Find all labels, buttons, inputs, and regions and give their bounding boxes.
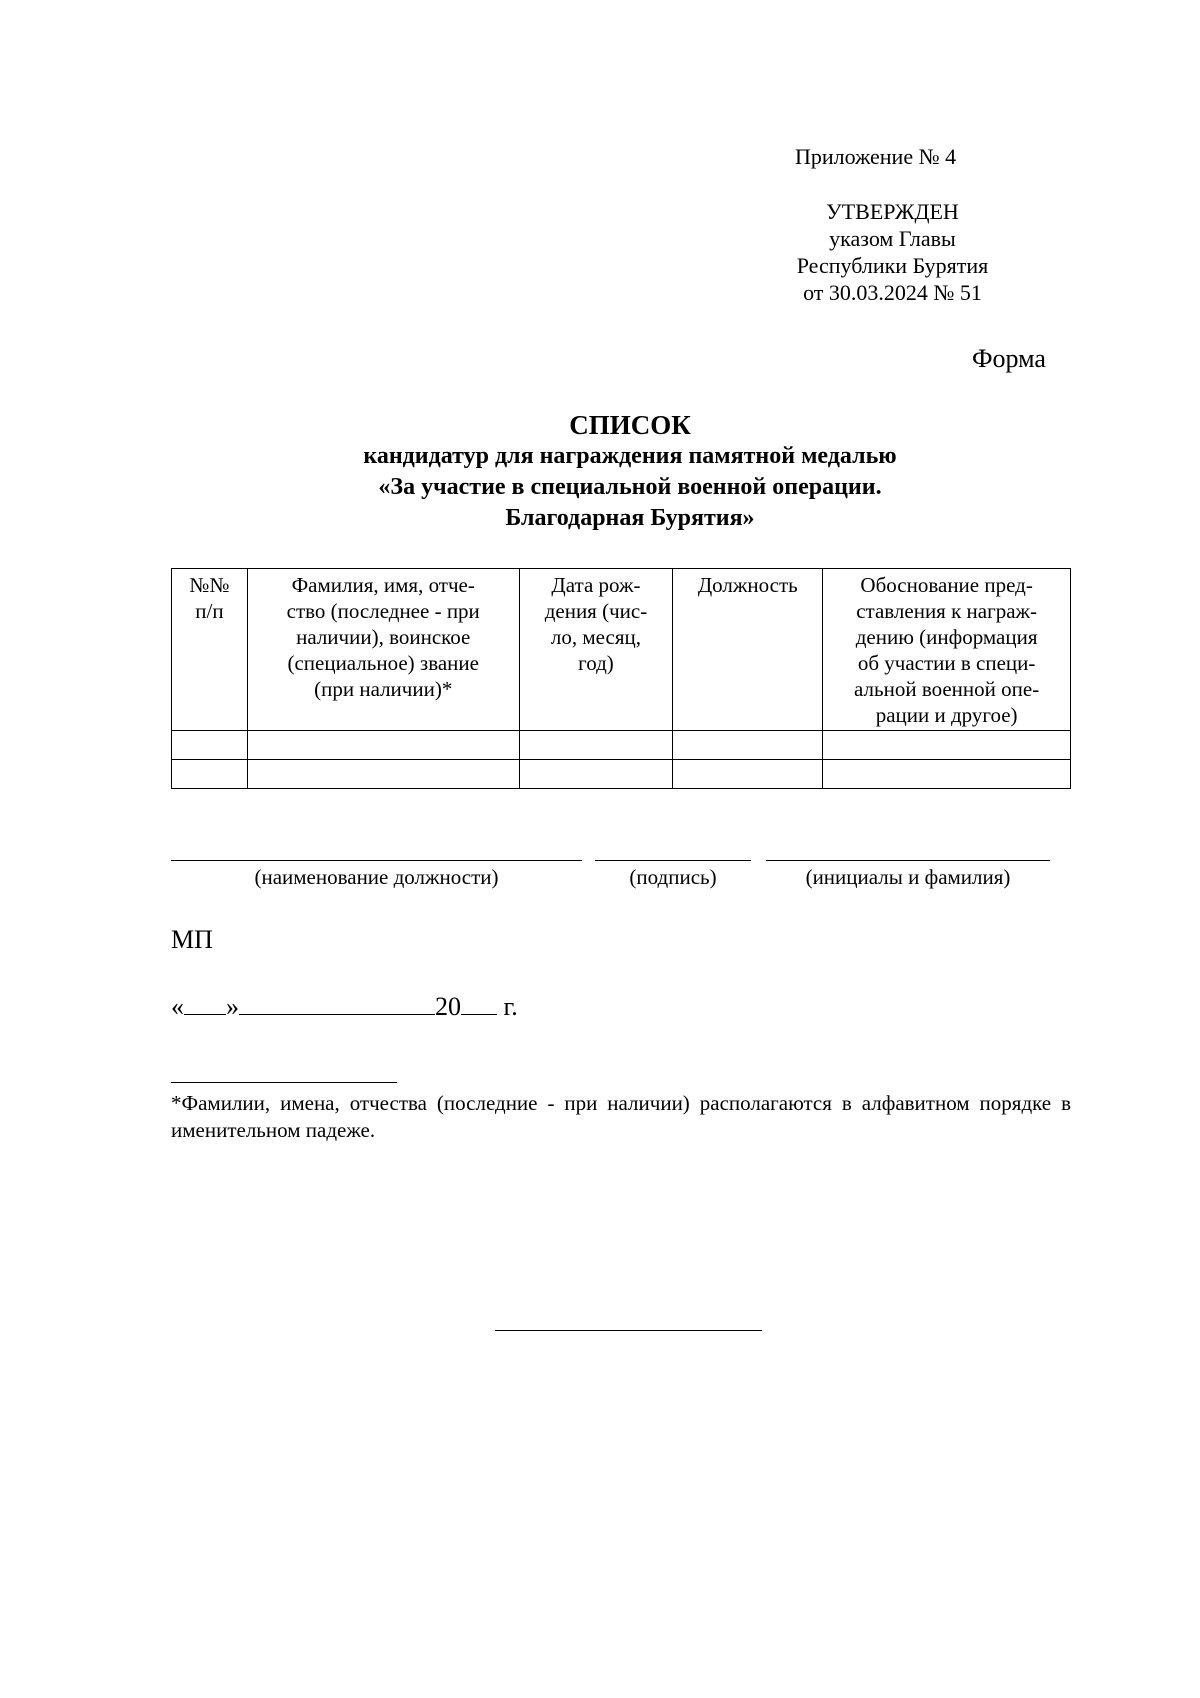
date-open-quote: «	[171, 992, 184, 1021]
date-year-suffix: г.	[503, 992, 518, 1021]
header-line: дения (чис-	[544, 599, 648, 623]
header-line: п/п	[195, 599, 224, 623]
year-blank[interactable]	[461, 990, 497, 1015]
signature-caption: (подпись)	[629, 865, 717, 889]
approval-line: от 30.03.2024 № 51	[803, 280, 982, 305]
name-caption: (инициалы и фамилия)	[805, 865, 1011, 889]
document-title	[200, 410, 1060, 534]
day-blank[interactable]	[184, 990, 226, 1015]
title-line: кандидатур для награждения памятной медалью	[363, 443, 897, 469]
table-cell[interactable]	[519, 760, 673, 789]
header-line: наличии), воинское	[296, 625, 471, 649]
header-line: Фамилия, имя, отче-	[291, 573, 475, 597]
table-row	[172, 731, 1071, 760]
name-line[interactable]	[766, 860, 1050, 861]
approval-line: указом Главы	[829, 226, 956, 251]
table-body	[172, 731, 1071, 789]
header-justification	[823, 569, 1071, 731]
table-cell[interactable]	[823, 731, 1071, 760]
title-main: СПИСОК	[569, 410, 691, 440]
position-line[interactable]	[171, 860, 582, 861]
header-line: Обоснование пред-	[860, 573, 1033, 597]
approval-block	[780, 198, 1005, 306]
table-cell[interactable]	[172, 760, 248, 789]
header-line: ло, месяц,	[550, 625, 641, 649]
header-line: Дата рож-	[551, 573, 641, 597]
header-birth-date	[519, 569, 673, 731]
date-close-quote: »	[226, 992, 239, 1021]
table-cell[interactable]	[823, 760, 1071, 789]
header-position	[673, 569, 823, 731]
appendix-number: Приложение № 4	[795, 144, 957, 169]
header-line: год)	[578, 651, 614, 675]
end-line	[495, 1330, 762, 1331]
header-line: ставления к награж-	[856, 599, 1038, 623]
form-label: Форма	[972, 344, 1046, 373]
signature-line[interactable]	[595, 860, 751, 861]
header-line: Должность	[697, 573, 798, 597]
header-line: дению (информация	[855, 625, 1038, 649]
table-cell[interactable]	[247, 760, 519, 789]
candidates-table	[171, 568, 1071, 789]
date-century: 20	[435, 992, 461, 1021]
header-line: (при наличии)*	[314, 677, 453, 701]
approval-line: УТВЕРЖДЕН	[826, 199, 959, 224]
table-cell[interactable]	[673, 760, 823, 789]
table-cell[interactable]	[519, 731, 673, 760]
title-line: Благодарная Бурятия»	[505, 505, 755, 531]
header-full-name	[247, 569, 519, 731]
table-cell[interactable]	[247, 731, 519, 760]
header-line: об участии в специ-	[857, 651, 1036, 675]
title-line: «За участие в специальной военной операции.	[378, 474, 882, 500]
header-number	[172, 569, 248, 731]
header-line: (специальное) звание	[287, 651, 479, 675]
header-line: альной военной опе-	[854, 677, 1040, 701]
header-line: ство (последнее - при	[286, 599, 480, 623]
date-line	[171, 990, 518, 1022]
stamp-place: МП	[171, 925, 213, 954]
table-cell[interactable]	[172, 731, 248, 760]
table-cell[interactable]	[673, 731, 823, 760]
header-line: №№	[189, 573, 230, 597]
approval-line: Республики Бурятия	[796, 253, 989, 278]
header-line: рации и другое)	[875, 703, 1018, 727]
table-header-row	[172, 569, 1071, 731]
position-caption: (наименование должности)	[254, 865, 499, 889]
table-row	[172, 760, 1071, 789]
footnote-separator	[171, 1082, 397, 1083]
footnote: *Фамилии, имена, отчества (последние - при наличии) располагаются в алфавитном порядке в именительном падеже.	[171, 1091, 1071, 1142]
month-blank[interactable]	[239, 990, 435, 1015]
